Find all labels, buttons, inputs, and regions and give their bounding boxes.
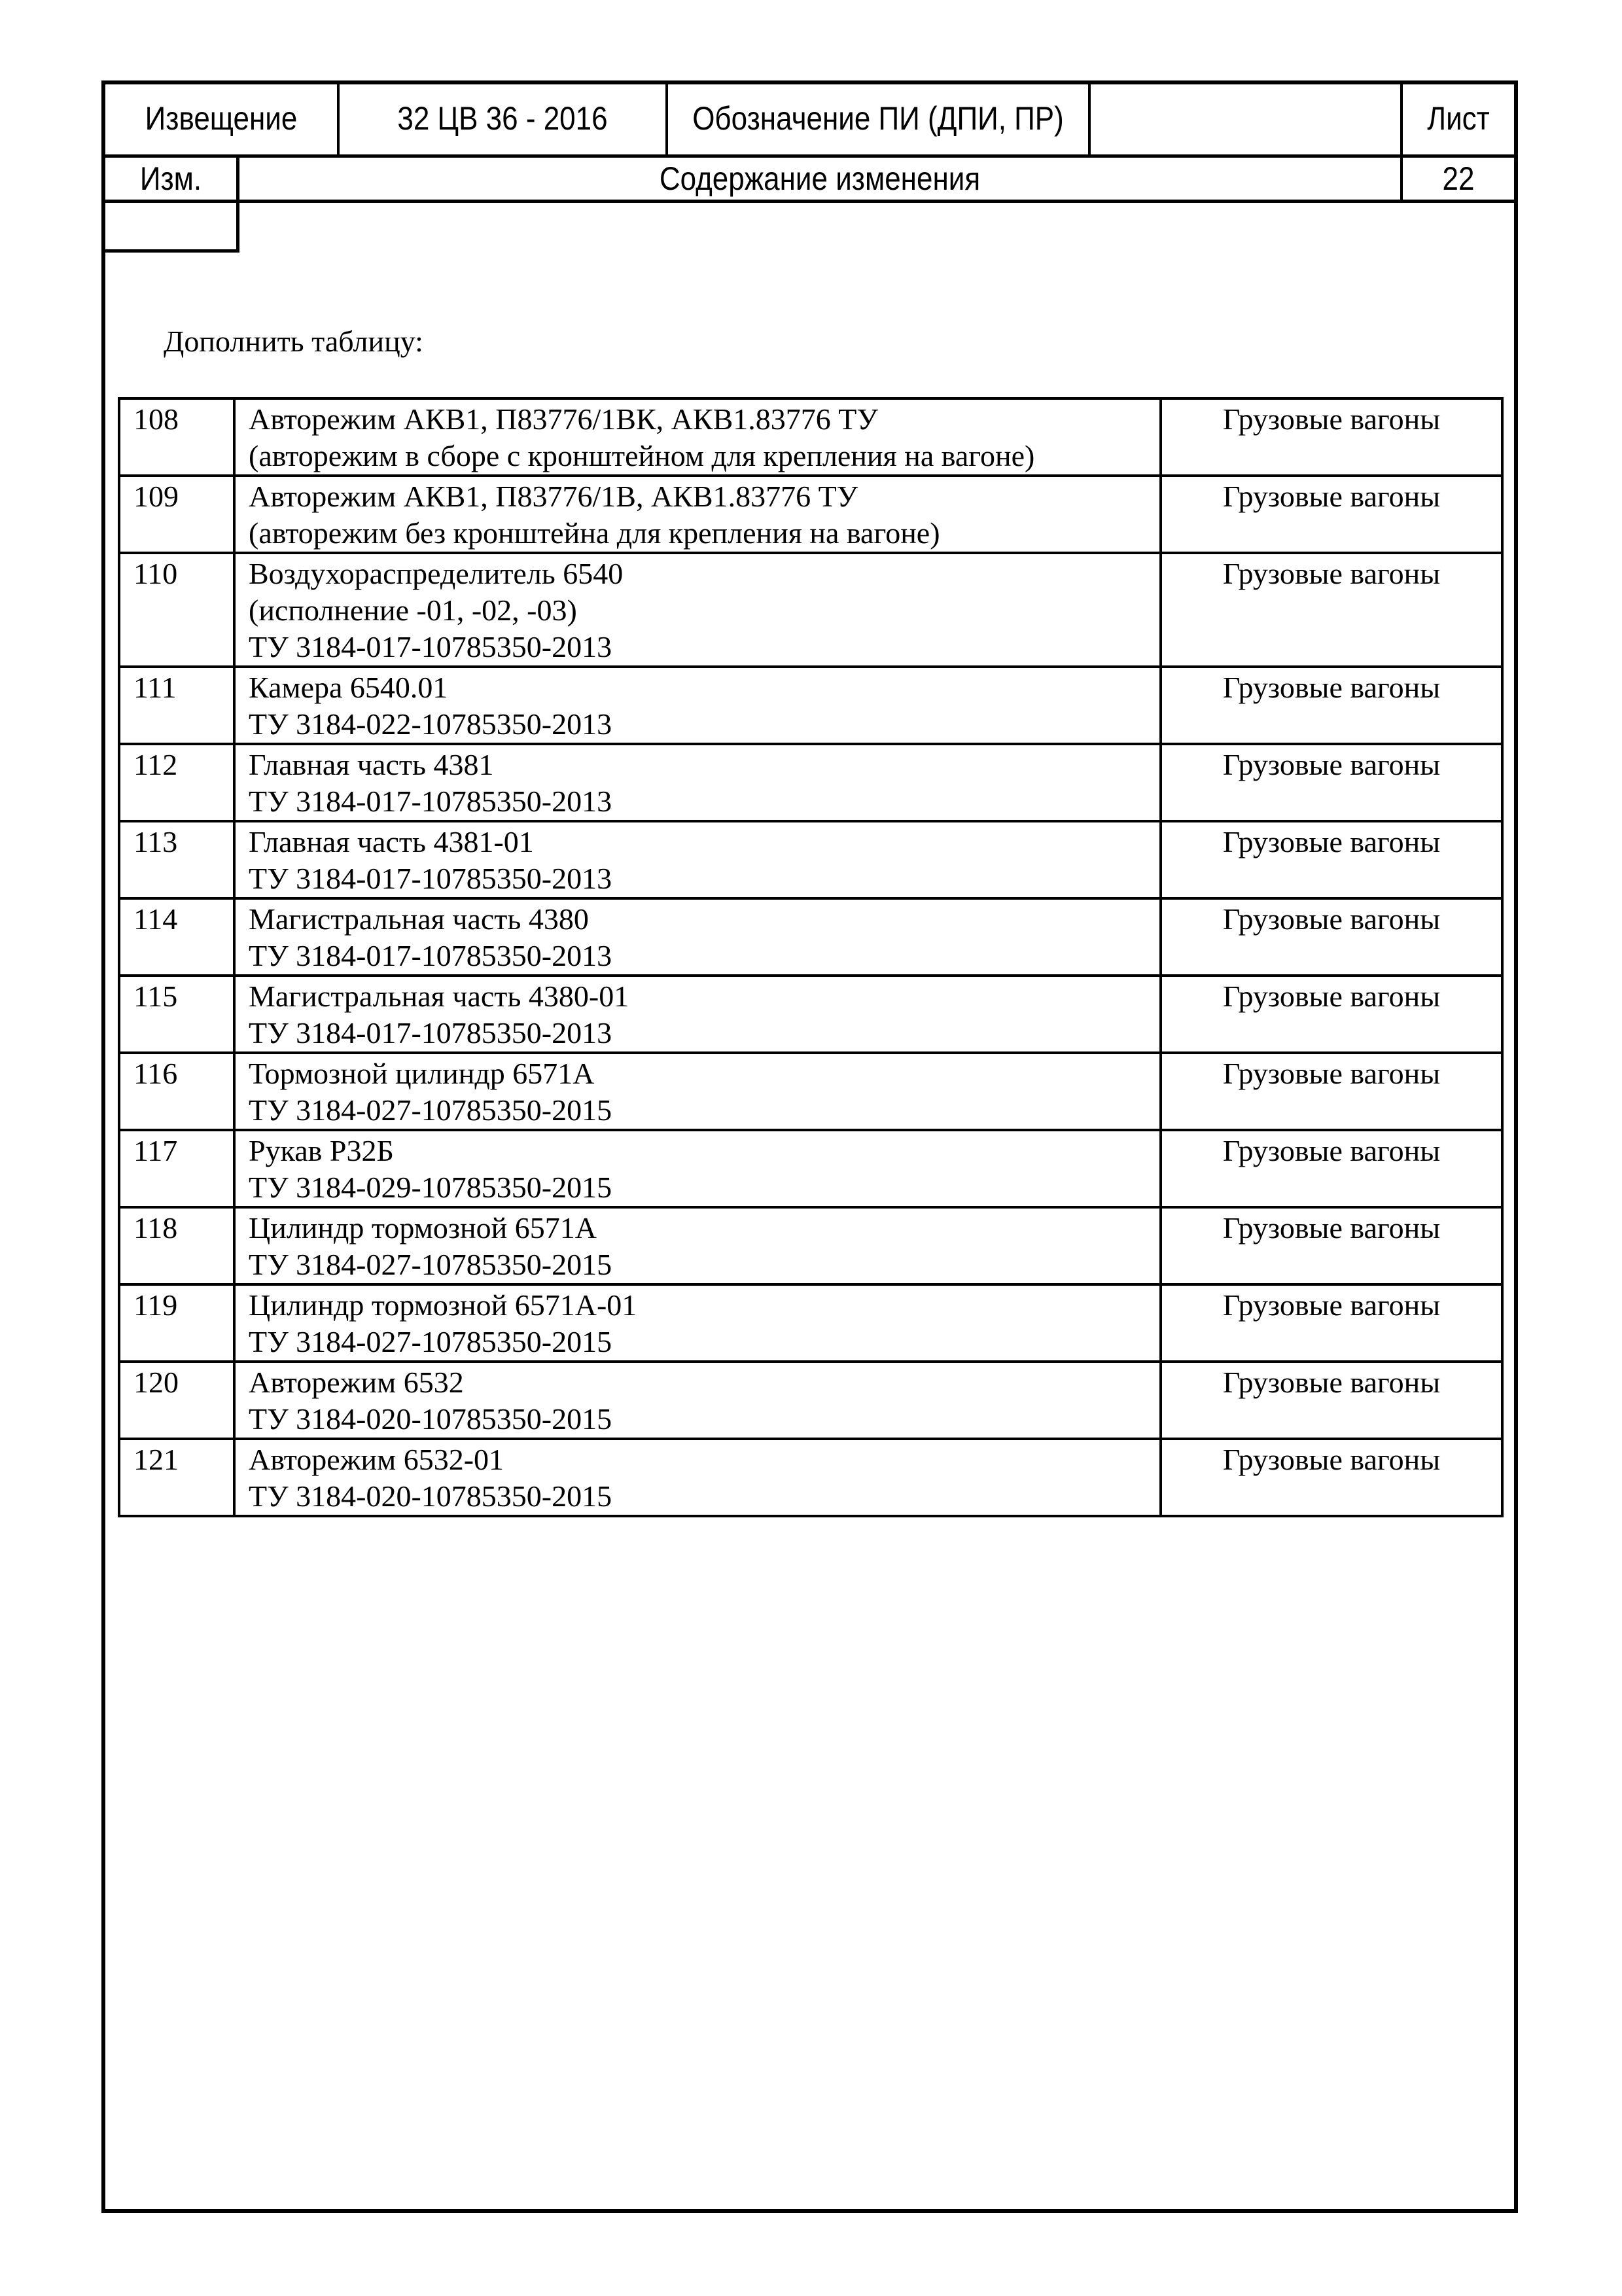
row-number: 109 [119, 476, 234, 553]
sheet-label: Лист [1427, 100, 1490, 137]
intro-text: Дополнить таблицу: [164, 325, 423, 358]
row-description [234, 553, 1161, 667]
description-line: Авторежим АКВ1, П83776/1В, АКВ1.83776 ТУ [249, 480, 858, 513]
row-description [234, 398, 1161, 476]
table-row [119, 398, 1502, 476]
table-row [119, 476, 1502, 553]
table-row [119, 1284, 1502, 1362]
title-block-separator [1088, 80, 1091, 156]
description-line: ТУ 3184-017-10785350-2013 [249, 1016, 612, 1050]
notice-label: Извещение [145, 100, 298, 137]
description-line: ТУ 3184-017-10785350-2013 [249, 785, 612, 818]
title-block-separator [1400, 80, 1403, 202]
row-description [234, 976, 1161, 1053]
row-application: Грузовые вагоны [1161, 821, 1502, 898]
row-application: Грузовые вагоны [1161, 1207, 1502, 1284]
description-line: Тормозной цилиндр 6571А [249, 1057, 595, 1090]
description-line: Авторежим АКВ1, П83776/1ВК, АКВ1.83776 ТУ [249, 402, 878, 436]
items-table [118, 397, 1504, 1517]
row-description [234, 1053, 1161, 1130]
row-application: Грузовые вагоны [1161, 1284, 1502, 1362]
description-line: Магистральная часть 4380-01 [249, 980, 629, 1013]
description-line: Камера 6540.01 [249, 671, 448, 704]
row-description [234, 1207, 1161, 1284]
row-number: 116 [119, 1053, 234, 1130]
row-application: Грузовые вагоны [1161, 1362, 1502, 1439]
table-row [119, 1053, 1502, 1130]
description-line: ТУ 3184-020-10785350-2015 [249, 1402, 612, 1436]
title-block-separator [665, 80, 668, 156]
table-row [119, 821, 1502, 898]
row-application: Грузовые вагоны [1161, 744, 1502, 821]
table-row [119, 667, 1502, 744]
description-line: ТУ 3184-029-10785350-2015 [249, 1171, 612, 1204]
table-row [119, 898, 1502, 976]
row-application: Грузовые вагоны [1161, 1439, 1502, 1516]
title-block-separator [337, 80, 340, 156]
description-line: Цилиндр тормозной 6571А [249, 1211, 597, 1245]
row-number: 115 [119, 976, 234, 1053]
row-application: Грузовые вагоны [1161, 476, 1502, 553]
row-number: 108 [119, 398, 234, 476]
row-number: 120 [119, 1362, 234, 1439]
description-line: ТУ 3184-027-10785350-2015 [249, 1325, 612, 1358]
row-description [234, 476, 1161, 553]
row-application: Грузовые вагоны [1161, 1053, 1502, 1130]
row-number: 118 [119, 1207, 234, 1284]
row-application: Грузовые вагоны [1161, 976, 1502, 1053]
table-row [119, 976, 1502, 1053]
description-line: ТУ 3184-020-10785350-2015 [249, 1479, 612, 1513]
change-label: Изм. [139, 160, 202, 197]
description-line: Воздухораспределитель 6540 [249, 557, 624, 590]
row-description [234, 821, 1161, 898]
description-line: ТУ 3184-017-10785350-2013 [249, 939, 612, 972]
row-description [234, 1130, 1161, 1207]
table-row [119, 1130, 1502, 1207]
row-number: 117 [119, 1130, 234, 1207]
description-line: (авторежим в сборе с кронштейном для крепления на вагоне) [249, 439, 1035, 472]
description-line: ТУ 3184-027-10785350-2015 [249, 1093, 612, 1127]
row-description [234, 898, 1161, 976]
description-line: Магистральная часть 4380 [249, 902, 589, 936]
change-number-box-bottom [101, 249, 239, 253]
table-row [119, 1439, 1502, 1516]
title-block-bottom [101, 200, 1518, 203]
table-row [119, 1362, 1502, 1439]
description-line: ТУ 3184-017-10785350-2013 [249, 862, 612, 895]
row-number: 121 [119, 1439, 234, 1516]
description-line: (исполнение -01, -02, -03) [249, 593, 577, 627]
sheet-number: 22 [1442, 160, 1475, 197]
content-label: Содержание изменения [659, 160, 981, 197]
row-number: 111 [119, 667, 234, 744]
designation-value [1109, 82, 1381, 154]
row-number: 114 [119, 898, 234, 976]
description-line: Авторежим 6532-01 [249, 1443, 504, 1476]
row-number: 110 [119, 553, 234, 667]
row-description [234, 744, 1161, 821]
row-number: 113 [119, 821, 234, 898]
description-line: ТУ 3184-027-10785350-2015 [249, 1248, 612, 1281]
row-description [234, 1284, 1161, 1362]
description-line: Главная часть 4381 [249, 748, 494, 781]
table-row [119, 1207, 1502, 1284]
row-application: Грузовые вагоны [1161, 1130, 1502, 1207]
description-line: ТУ 3184-017-10785350-2013 [249, 630, 612, 663]
row-description [234, 1439, 1161, 1516]
description-line: Главная часть 4381-01 [249, 825, 534, 858]
row-application: Грузовые вагоны [1161, 898, 1502, 976]
title-block-separator [236, 154, 239, 253]
description-line: (авторежим без кронштейна для крепления на вагоне) [249, 516, 940, 550]
row-description [234, 1362, 1161, 1439]
table-row [119, 553, 1502, 667]
table-row [119, 744, 1502, 821]
row-application: Грузовые вагоны [1161, 667, 1502, 744]
row-application: Грузовые вагоны [1161, 553, 1502, 667]
description-line: Авторежим 6532 [249, 1366, 464, 1399]
description-line: Рукав Р32Б [249, 1134, 394, 1167]
designation-label: Обозначение ПИ (ДПИ, ПР) [692, 100, 1064, 137]
row-description [234, 667, 1161, 744]
description-line: ТУ 3184-022-10785350-2013 [249, 707, 612, 741]
notice-number: 32 ЦВ 36 - 2016 [397, 100, 608, 137]
row-application: Грузовые вагоны [1161, 398, 1502, 476]
description-line: Цилиндр тормозной 6571А-01 [249, 1288, 637, 1322]
row-number: 112 [119, 744, 234, 821]
row-number: 119 [119, 1284, 234, 1362]
